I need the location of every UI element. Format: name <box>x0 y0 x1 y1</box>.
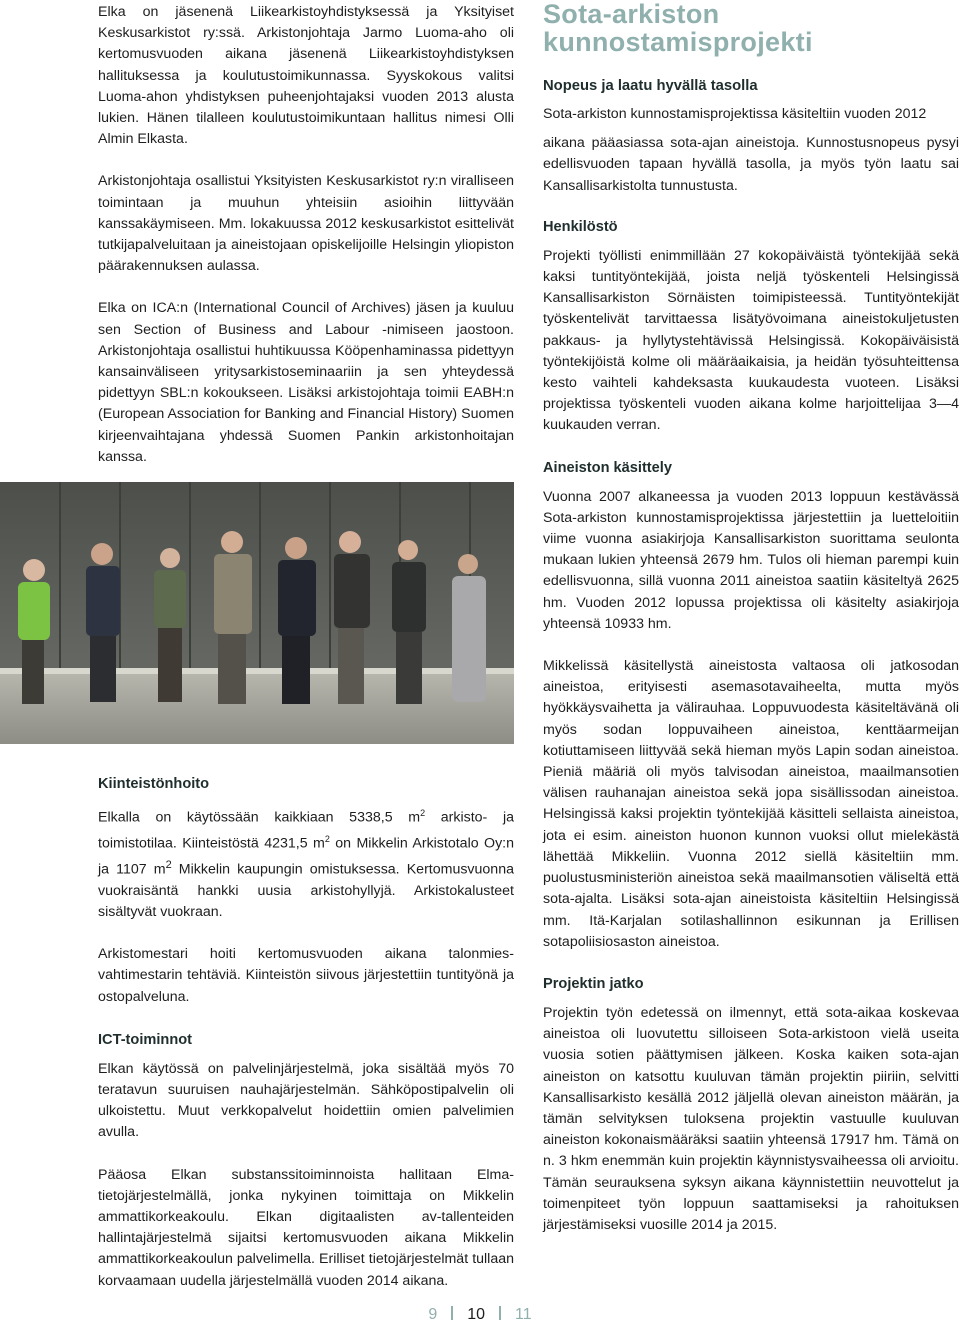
page-number-current: 10 <box>467 1306 486 1323</box>
paragraph-processing: Vuonna 2007 alkaneessa ja vuoden 2013 loppuun kestävässä Sota-arkiston kunnostamisprojektissa järjestettiin ja luetteloitiin viime vuonna asiakirjoja Kansallisarkiston suorittama seulonta mukaan lukien yhteensä 2679 hm. Tulos oli hieman parempi kuin edellisvuonna, sillä vuonna 2011 aineistoa saatiin käsiteltyä 2625 hm. Vuoden 2012 lopussa projektissa oli käsitelty asiakirjoja yhteensä 10933 hm. <box>543 488 959 632</box>
right-column <box>543 0 959 1236</box>
heading-ict: ICT-toiminnot <box>98 1031 193 1048</box>
left-column-bottom <box>98 774 514 1292</box>
page-title <box>543 0 959 56</box>
heading-kiinteistonhoito: Kiinteistönhoito <box>98 776 210 792</box>
page-separator <box>451 1306 453 1320</box>
heading-henkilosto: Henkilöstö <box>543 218 618 235</box>
paragraph-continuation: Projektin työn edetessä on ilmennyt, että sota-aikaa koskevaa aineistoa oli luovutettu silloiseen Sota-arkistoon vielä useita vuosia sotien päättymisen jälkeen. Koska kaiken sota-ajan aineiston on katsottu kuuluvan tämän projektin piiriin, selvitti Kansallisarkisto kesällä 2012 jäljellä olevan aineiston määrän, ja tämän selvityksen tuloksena projektin vastuulle kuuluvan aineiston kokonaismääräksi saatiin yhteensä 17917 hm. Tämä on n. 3 hkm enemmän kuin projektin käynnistysvaiheessa oli arvioitu. Tämän seurauksena syksyn aikana käynnistettiin neuvottelut ja toimenpiteet työn loppuun saattamiseksi ja rahoituksen järjestämiseksi vuosille 2014 ja 2015. <box>543 1004 959 1233</box>
paragraph-central-archives: Arkistonjohtaja osallistui Yksityisten Keskusarkistot ry:n viralliseen toimintaan ja muuhun yhteisiin asioihin liittyvään kanssakäymiseen. Mm. lokakuussa 2012 keskusarkistot esittelivät tutkijapalveluitaan ja aineistojaan opiskelijoille Helsingin yliopiston päärakennuksen aulassa. <box>98 173 514 275</box>
title-line-1: Sota-arkiston <box>543 0 720 29</box>
heading-nopeus: Nopeus ja laatu hyvällä tasolla <box>543 78 758 94</box>
paragraph-elma: Pääosa Elkan substanssitoiminnoista hallitaan Elma-tietojärjestelmällä, jonka nykyinen toimittaja on Mikkelin ammattikorkeakoulu. Elkan digitaalisten av-tallenteiden hallintajärjestelmä sijaitsi kertomusvuoden aikana Mikkelin ammattikorkeakoulun palvelimella. Erilliset tietojärjestelmät tullaan korvaamaan uudella järjestelmällä vuoden 2014 aikana. <box>98 1166 514 1289</box>
paragraph-premises: Elkalla on käytössään kaikkiaan 5338,5 $m^2$ arkisto- ja toimistotilaa. Kiinteistöstä 4231,5 $m^2$ on Mikkelin Arkistotalo Oy:n ja 1107 $m^2$ Mikkelin kaupungin omistuksessa. Kertomusvuonna vuokraisäntä hankki uusia arkistohyllyjä. Arkistokalusteet sisältyvät vuokraan. <box>98 808 514 921</box>
paragraph-staff: Projekti työllisti enimmillään 27 kokopäiväistä työntekijää sekä kaksi tuntityöntekijää, joista neljä työskenteli Helsingissä Kansallisarkiston Sörnäisten toimipisteessä. Tuntityöntekijät työskentelivät tarvittaessa lisätyövoimana aineistokuljetusten pakkaus- ja hyllytystehtävissä Helsingissä. Kokopäiväisistä työntekijöistä kolme oli määräaikaisia, ja heidän työsuhteittensa kesto vaihteli kahdeksasta kuukaudesta vuoteen. Lisäksi projektissa työskenteli vuoden aikana kolme harjoittelijaa 3—4 kuukauden verran. <box>543 247 959 434</box>
paragraph-ica: Elka on ICA:n (International Council of Archives) jäsen ja kuuluu sen Section of Business and Labour -nimiseen jaostoon. Arkistonjohtaja osallistui huhtikuussa Kööpenhaminassa pidettyyn kansainväliseen yritysarkistoseminaariin ja sen yhteydessä pidettyyn SBL:n kokoukseen. Lisäksi arkistojohtaja toimii EABH:n (European Association for Banking and Financial History) Suomen kirjeenvaihtajana yhdessä Suomen Pankin arkistonhoitajan kanssa. <box>98 300 514 465</box>
heading-projektin-jatko: Projektin jatko <box>543 975 644 992</box>
paragraph-caretaker: Arkistomestari hoiti kertomusvuoden aikana talonmies-vahtimestarin tehtäviä. Kiinteistön siivous järjestettiin tuntityönä ja ostopalveluna. <box>98 946 514 1005</box>
group-photo <box>0 482 514 744</box>
title-line-2: kunnostamisprojekti <box>543 27 813 57</box>
left-column-top <box>98 2 514 468</box>
paragraph-intro: aikana pääasiassa sota-ajan aineistoja. Kunnostusnopeus pysyi edellisvuoden tapaan hyvällä tasolla, ja myös työn laatu sai Kansallisarkistolta tunnustusta. <box>543 135 959 194</box>
page-number-prev: 9 <box>428 1306 438 1323</box>
page-numbers <box>0 1306 960 1324</box>
heading-aineiston-kasittely: Aineiston käsittely <box>543 459 672 476</box>
paragraph-membership: Elka on jäsenenä Liikearkistoyhdistyksessä ja Yksityiset Keskusarkistot ry:ssä. Arkistonjohtaja Jarmo Luoma-aho oli kertomusvuoden aikana jäsenenä Liikearkistoyhdistyksen hallituksessa ja koulutustoimikunnassa. Syyskokous valitsi Luoma-ahon yhdistyksen puheenjohtajaksi vuoden 2013 alusta lukien. Hänen tilalleen koulutustoimikuntaan hallitus nimesi Olli Almin Elkasta. <box>98 4 514 148</box>
paragraph-materials: Mikkelissä käsitellystä aineistosta valtaosa oli jatkosodan aineistoa, erityisesti asemasotavaiheelta, mutta myös hyökkäysvaihetta ja välirauhaa. Loppuvuodesta käsiteltävänä oli myös sodan loppuvaiheen aineistoa, kenttäarmeijan kotiuttamiseen liittyvää sekä hieman myös Lapin sodan aineistoa. Pieniä määriä oli myös talvisodan aineistoa, maailmansotien välisen rauhanajan aineistoa sekä jopa sisällissodan aineistoa. Helsingissä kaksi projektin työntekijää käsitteli sellaista aineistoa, jota ei esim. aineiston huonon kunnon vuoksi ollut mielekästä lähettää Mikkeliin. Vuonna 2012 siellä käsiteltiin mm. puolustusministeriön aineistoa sekä maailmansotien väliseltä että sota-ajalta. Lisäksi sota-ajan aineistoista käsiteltiin Helsingissä mm. Itä-Karjalan sotilashallinnon esikunnan ja Erillisen sotapoliisiosaston aineistoa. <box>543 658 959 950</box>
page-number-next: 11 <box>515 1306 532 1323</box>
paragraph-servers: Elkan käytössä on palvelinjärjestelmä, joka sisältää myös 70 teratavun suuruisen nauhajärjestelmän. Sähköpostipalvelin oli ulkoistettu. Muut verkkopalvelut hoidettiin omien palvelimien avulla. <box>98 1060 514 1141</box>
paragraph-intro-line: Sota-arkiston kunnostamisprojektissa käsiteltiin vuoden 2012 <box>543 106 927 122</box>
page-separator <box>499 1306 501 1320</box>
